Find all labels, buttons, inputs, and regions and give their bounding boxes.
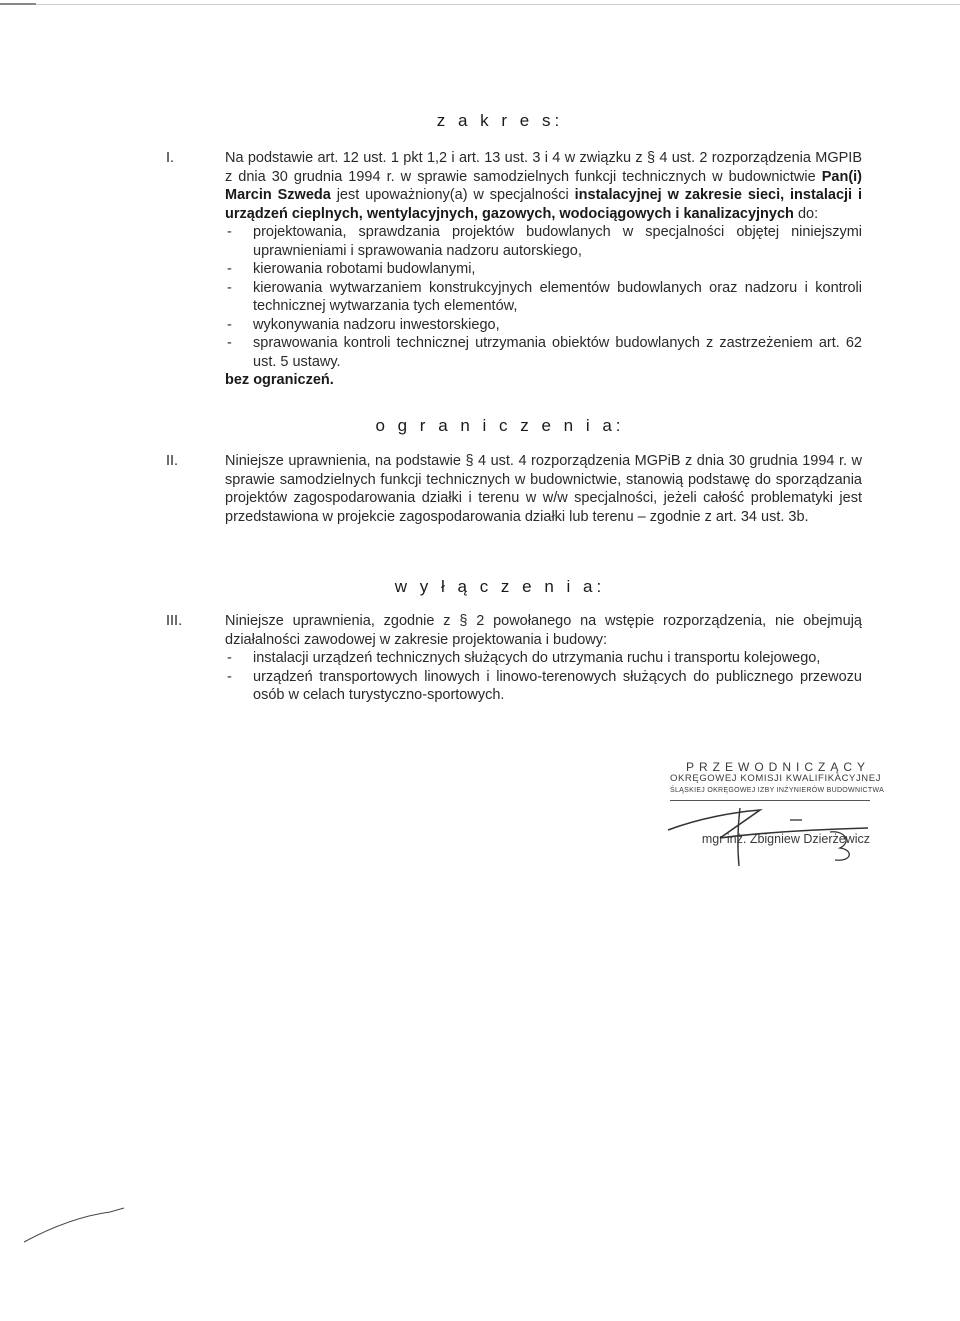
section-numeral-ii: II.: [166, 453, 179, 469]
scan-edge-line: [0, 4, 960, 5]
handwritten-signature: [640, 790, 880, 880]
wylaczenia-heading: w y ł ą c z e n i a:: [394, 577, 606, 596]
stamp-line-1: OKRĘGOWEJ KOMISJI KWALIFIKACYJNEJ: [670, 773, 882, 784]
section-numeral-i: I.: [166, 150, 175, 166]
zakres-section: [225, 149, 862, 390]
list-item: - kierowania wytwarzaniem konstrukcyjnych elementów budowlanych oraz nadzoru i kontroli technicznej wytwarzania tych elementów,: [225, 279, 862, 316]
stamp-line-2: ŚLĄSKIEJ OKRĘGOWEJ IZBY INŻYNIERÓW BUDOWNICTWA: [670, 787, 885, 794]
zakres-heading: z a k r e s:: [436, 111, 564, 130]
specialty-scope: instalacyjnej w zakresie sieci, instalacji i urządzeń cieplnych, wentylacyjnych, gazowych, wodociągowych i kanalizacyjnych: [225, 187, 862, 222]
ograniczenia-heading: o g r a n i c z e n i a:: [375, 416, 625, 435]
list-item: - instalacji urządzeń technicznych służących do utrzymania ruchu i transportu kolejowego,: [225, 649, 862, 668]
ograniczenia-section: [225, 452, 862, 526]
wylaczenia-paragraph: Niniejsze uprawnienia, zgodnie z § 2 powołanego na wstępie rozporządzenia, nie obejmują działalności zawodowej w zakresie projektowania i budowy:: [225, 613, 862, 648]
stamp-title: PRZEWODNICZĄCY: [686, 760, 870, 774]
list-item: - sprawowania kontroli technicznej utrzymania obiektów budowlanych z zastrzeżeniem art. 62 ust. 5 ustawy.: [225, 334, 862, 371]
list-item: - wykonywania nadzoru inwestorskiego,: [225, 316, 862, 335]
section-numeral-iii: III.: [166, 613, 183, 629]
zakres-paragraph: [225, 149, 862, 223]
list-item: - kierowania robotami budowlanymi,: [225, 260, 862, 279]
zakres-closing: bez ograniczeń.: [225, 372, 334, 388]
ograniczenia-paragraph: Niniejsze uprawnienia, na podstawie § 4 ust. 4 rozporządzenia MGPiB z dnia 30 grudnia 1994 r. w sprawie samodzielnych funkcji technicznych w budownictwie, stanowią podstawę do sporządzania projektów zagospodarowania działki i terenu w w/w specjalności, jeżeli całość problematyki jest przedstawiona w projekcie zagospodarowania działki lub terenu – zgodnie z art. 34 ust. 3b.: [225, 453, 862, 525]
zakres-intro: Na podstawie art. 12 ust. 1 pkt 1,2 i art. 13 ust. 3 i 4 w związku z § 4 ust. 2 rozporządzenia MGPIB z dnia 30 grudnia 1994 r. w sprawie samodzielnych funkcji technicznych w budownictwie: [225, 150, 862, 185]
stamp-signatory: mgr inż. Zbigniew Dzierżewicz: [701, 832, 870, 846]
wylaczenia-section: [225, 612, 862, 705]
wylaczenia-list: [225, 649, 862, 705]
zakres-intro-2: jest upoważniony(a) w specjalności: [336, 187, 569, 203]
scan-edge-mark: [0, 3, 36, 5]
list-item: - urządzeń transportowych linowych i linowo-terenowych służących do publicznego przewozu osób w celach turystyczno-sportowych.: [225, 668, 862, 705]
pen-stroke: [20, 1180, 130, 1250]
list-item: - projektowania, sprawdzania projektów budowlanych w specjalności objętej niniejszymi uprawnieniami i sprawowania nadzoru autorskiego,: [225, 223, 862, 260]
holder-name: Pan(i) Marcin Szweda: [225, 168, 863, 203]
zakres-list: [225, 223, 862, 371]
zakres-intro-3: do:: [797, 205, 819, 222]
